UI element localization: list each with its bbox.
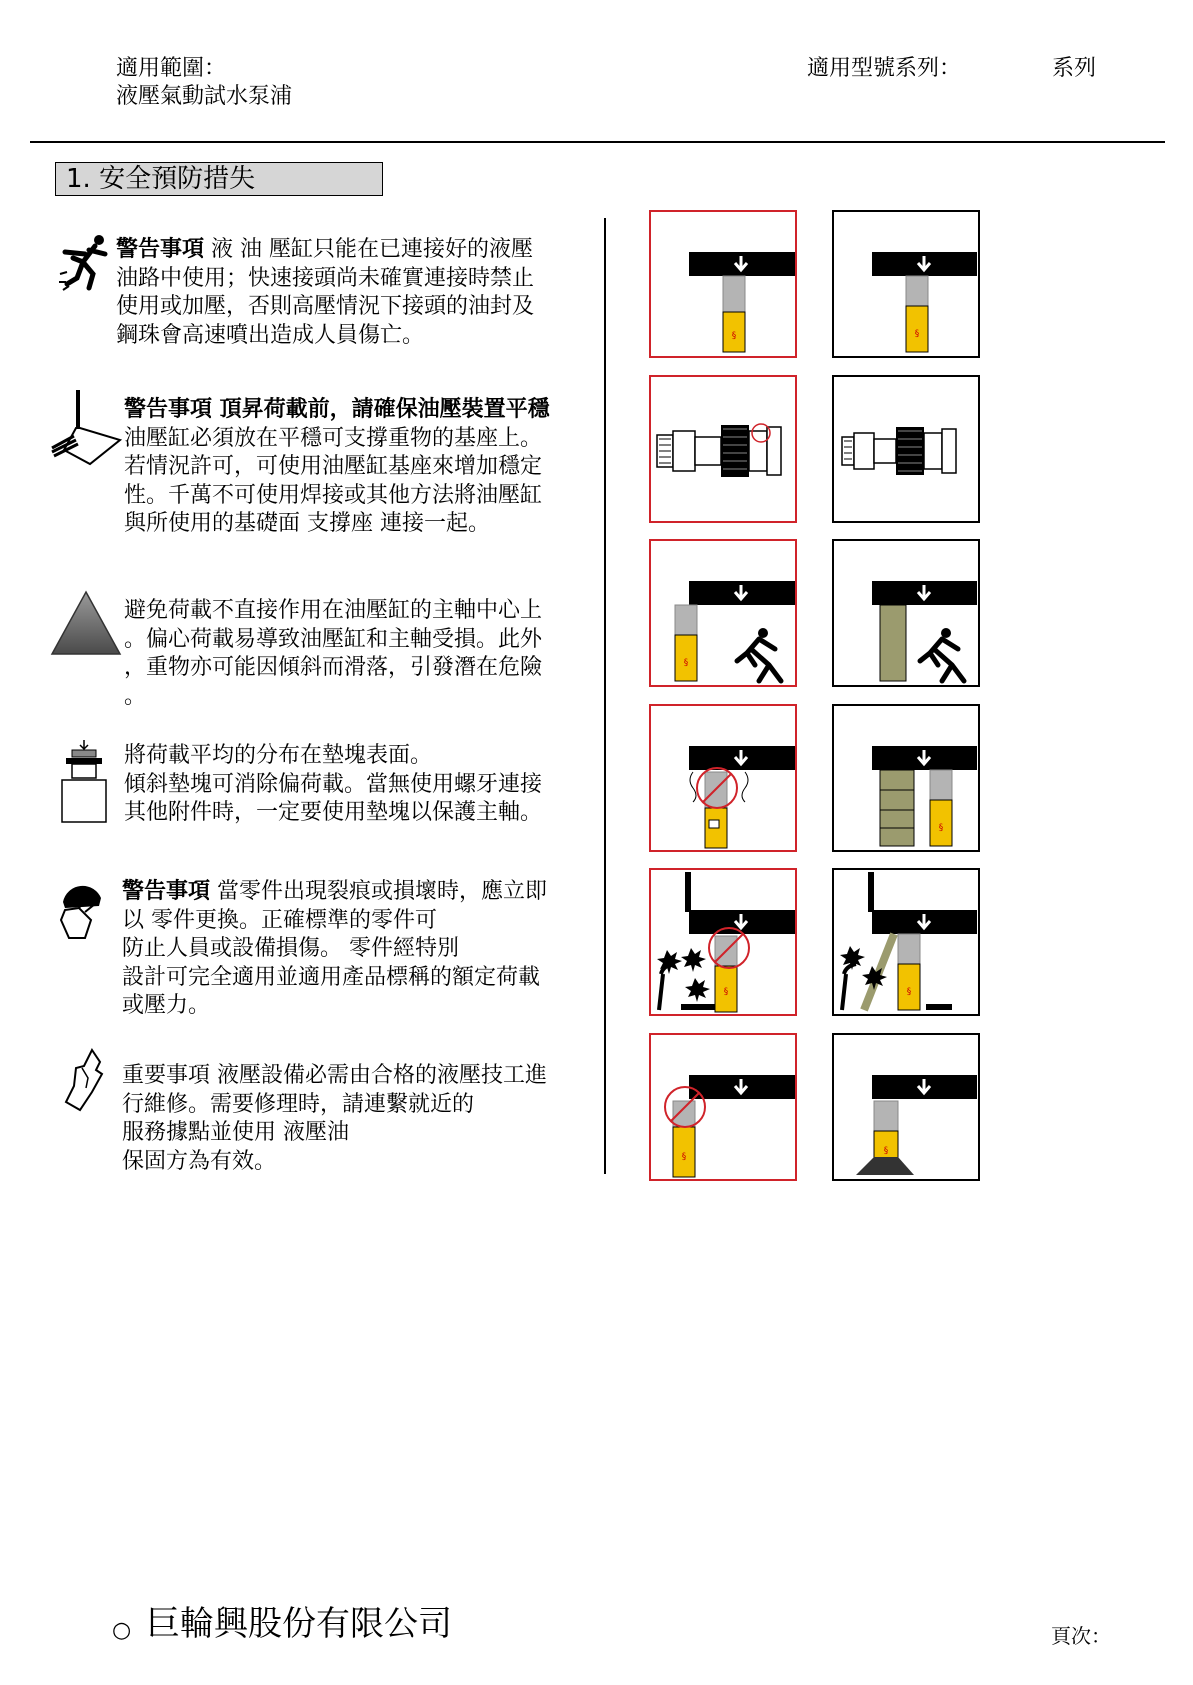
illustration-correct-saddle [832, 704, 980, 852]
warning-2-line: 油壓缸必須放在平穩可支撐重物的基座上。 [124, 425, 543, 451]
warning-3-line: 設計可完全適用並適用產品標稱的額定荷載 [122, 964, 541, 990]
svg-text:§: § [681, 1152, 687, 1162]
caution-line: 避免荷載不直接作用在油壓缸的主軸中心上 [124, 598, 543, 623]
illustration-wrong-off-center [649, 539, 797, 687]
column-divider [604, 218, 606, 1174]
warning-1-keyword: 警告事項 [116, 237, 205, 262]
caution-line: ，重物亦可能因傾斜而滑落，引發潛在危險 [124, 655, 543, 680]
model-series-suffix: 系列 [1052, 56, 1097, 81]
note-line: 其他附件時，一定要使用墊塊以保護主軸。 [124, 800, 543, 825]
warning-3-line: 以 零件更換。正確標準的零件可 [122, 907, 437, 933]
illustration-wrong-damaged-parts-brace [832, 868, 980, 1016]
cylinder-base-icon [50, 388, 125, 466]
svg-text:§: § [883, 1146, 889, 1156]
important-line: 液壓設備必需由合格的液壓技工進 [210, 1063, 548, 1088]
svg-text:§: § [683, 658, 689, 668]
warning-2-line: 若情況許可，可使用油壓缸基座來增加穩定 [124, 454, 543, 479]
warning-2-keyword: 警告事項 [124, 397, 213, 422]
important-line: 服務據點並使用 液壓油 [122, 1120, 349, 1145]
footer-mark: ○ [112, 1618, 132, 1643]
caution-line: 。偏心荷載易導致油壓缸和主軸受損。此外 [124, 626, 543, 652]
warning-3-line: 或壓力。 [122, 993, 211, 1018]
svg-text:§: § [723, 987, 729, 997]
illustration-wrong-no-saddle [649, 704, 797, 852]
warning-3-line: 防止人員或設備損傷。 零件經特別 [122, 936, 459, 961]
warning-triangle-icon [50, 590, 122, 656]
svg-text:§: § [914, 329, 920, 339]
illustration-wrong-off-center-block [832, 539, 980, 687]
warning-2-line: 性。千萬不可使用焊接或其他方法將油壓缸 [124, 482, 543, 508]
warning-3-line: 當零件出現裂痕或損壞時，應立即 [210, 879, 548, 904]
page-number-label: 頁次： [1051, 1624, 1111, 1648]
warning-1-line: 鋼珠會高速噴出造成人員傷亡。 [116, 322, 425, 348]
saddle-pad-icon [60, 740, 108, 824]
illustration-correct-coupled [832, 210, 980, 358]
important-line: 行維修。需要修理時，請連繫就近的 [122, 1091, 475, 1117]
grinding-hand-icon [55, 880, 110, 940]
note-saddle [124, 742, 604, 828]
warning-3 [122, 878, 604, 1021]
illustration-wrong-damaged-parts [649, 868, 797, 1016]
warning-1 [116, 236, 596, 350]
important-note [122, 1062, 604, 1176]
svg-text:§: § [731, 331, 737, 341]
caution-line: 。 [124, 683, 147, 709]
note-line: 傾斜墊塊可消除偏荷載。當無使用螺牙連接 [124, 771, 543, 797]
svg-text:§: § [906, 987, 912, 997]
note-line: 將荷載平均的分布在墊塊表面。 [124, 743, 433, 768]
company-name: 巨輪興股份有限公司 [146, 1604, 452, 1644]
section-title: 1. 安全預防措失 [55, 162, 383, 196]
model-series-label: 適用型號系列： [807, 56, 962, 81]
hand-icon [62, 1048, 110, 1112]
illustration-wrong-unsupported [649, 1033, 797, 1181]
warning-3-keyword: 警告事項 [122, 879, 211, 904]
warning-1-line: 使用或加壓，否則高壓情況下接頭的油封及 [116, 294, 535, 319]
warning-1-line: 液 油 壓缸只能在已連接好的液壓 [204, 237, 533, 262]
important-line: 保固方為有效。 [122, 1148, 277, 1174]
illustration-correct-coupler [832, 375, 980, 523]
important-keyword: 重要事項 [122, 1063, 211, 1088]
scope-value: 液壓氣動試水泵浦 [116, 84, 293, 109]
scope-label: 適用範圍： [116, 56, 227, 81]
illustration-correct-base [832, 1033, 980, 1181]
falling-person-icon [55, 232, 115, 292]
warning-2 [124, 396, 604, 539]
warning-2-line: 與所使用的基礎面 支撐座 連接一起。 [124, 511, 490, 536]
warning-1-line: 油路中使用；快速接頭尚未確實連接時禁止 [116, 265, 535, 291]
warning-2-line: 頂昇荷載前，請確保油壓裝置平穩 [212, 397, 550, 422]
illustration-wrong-uncoupled [649, 210, 797, 358]
caution-off-center [124, 597, 604, 711]
illustration-wrong-coupler [649, 375, 797, 523]
header-rule [30, 141, 1165, 143]
svg-text:§: § [938, 823, 944, 833]
